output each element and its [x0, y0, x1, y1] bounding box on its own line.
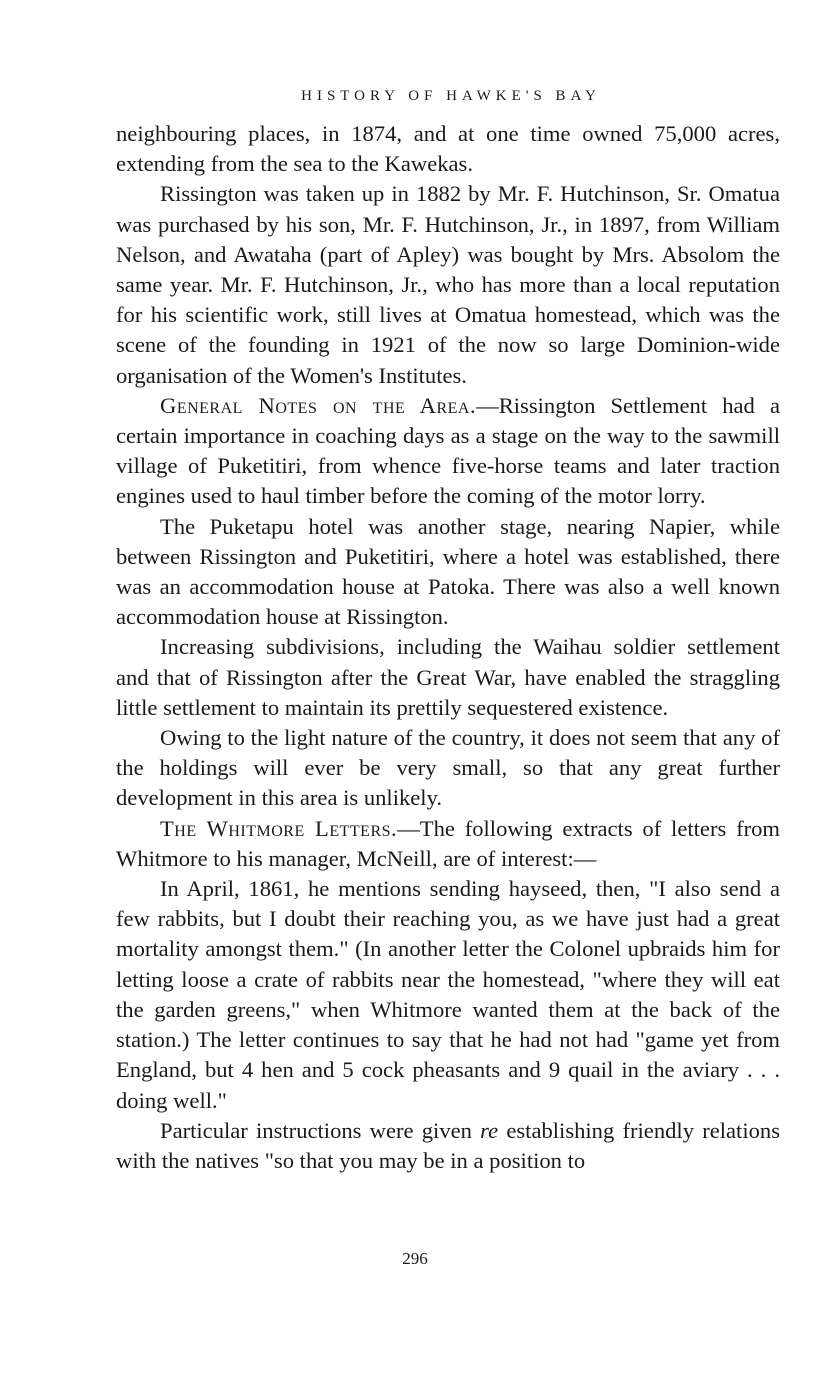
book-page — [116, 88, 780, 1176]
paragraph-4: The Puketapu hotel was another stage, nearing Napier, while between Rissington and Puketitiri, where a hotel was established, there was an accommodation house at Patoka. There was also a well known accommodation house at Rissington. — [116, 513, 780, 630]
page-number: 296 — [402, 1249, 428, 1268]
section-heading-general-notes: General Notes on the Area. — [160, 392, 477, 418]
section-heading-whitmore-letters: The Whitmore Letters. — [160, 815, 398, 841]
paragraph-5: Increasing subdivisions, including the Waihau soldier settlement and that of Rissington after the Great War, have enabled the straggling little settlement to maintain its prettily sequestered existence. — [116, 634, 780, 720]
paragraph-3 — [116, 391, 780, 512]
paragraph-2: Rissington was taken up in 1882 by Mr. F. Hutchinson, Sr. Omatua was purchased by his son, Mr. F. Hutchinson, Jr., in 1897, from William Nelson, and Awataha (part of Apley) was bought by Mrs. Absolom the same year. Mr. F. Hutchinson, Jr., who has more than a local reputation for his scientific work, still lives at Omatua homestead, which was the scene of the founding in 1921 of the now so large Dominion-wide organisation of the Women's Institutes. — [116, 181, 780, 388]
running-head: HISTORY OF HAWKE'S BAY — [301, 88, 601, 104]
paragraph-9-text-before: Particular instructions were given — [160, 1117, 481, 1143]
paragraph-9-italic-re: re — [480, 1117, 499, 1143]
paragraph-6: Owing to the light nature of the country, it does not seem that any of the holdings will ever be very small, so that any great further development in this area is unlikely. — [116, 725, 780, 811]
paragraph-7-text: —The following extracts of letters from Whitmore to his manager, McNeill, are of interest:— — [116, 815, 780, 871]
paragraph-3-text: —Rissington Settlement had a certain importance in coaching days as a stage on the way to the sawmill village of Puketitiri, from whence five-horse teams and later traction engines used to haul timber before the coming of the motor lorry. — [116, 392, 780, 509]
paragraph-9 — [116, 1116, 780, 1176]
paragraph-9-text-after: establishing friendly relations with the natives "so that you may be in a position to — [116, 1117, 780, 1173]
paragraph-7 — [116, 814, 780, 874]
paragraph-1: neighbouring places, in 1874, and at one time owned 75,000 acres, extending from the sea to the Kawekas. — [116, 121, 780, 177]
paragraph-8: In April, 1861, he mentions sending hayseed, then, "I also send a few rabbits, but I doubt their reaching you, as we have just had a great mortality amongst them." (In another letter the Colonel upbraids him for letting loose a crate of rabbits near the homestead, "where they will eat the garden greens," when Whitmore wanted them at the back of the station.) The letter continues to say that he had not had "game yet from England, but 4 hen and 5 cock pheasants and 9 quail in the aviary . . . doing well." — [116, 876, 780, 1113]
